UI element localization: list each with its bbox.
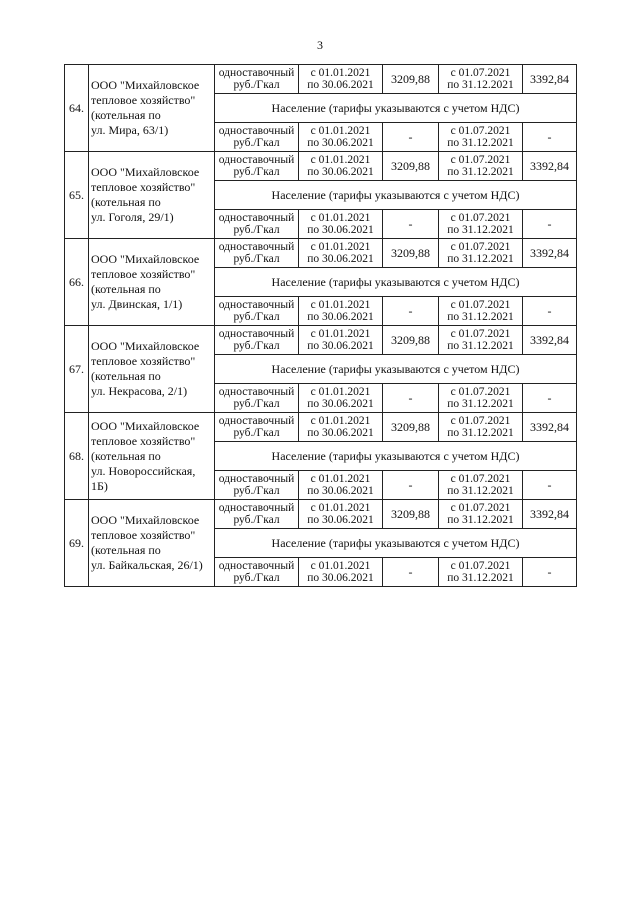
pop-period2-cell: с 01.07.2021 по 31.12.2021 xyxy=(439,558,523,587)
row-number: 64. xyxy=(65,65,89,152)
pop-price2-cell: - xyxy=(523,384,577,413)
page-number: 3 xyxy=(317,38,323,52)
period2-cell: с 01.07.2021 по 31.12.2021 xyxy=(439,500,523,529)
period2-cell: с 01.07.2021 по 31.12.2021 xyxy=(439,239,523,268)
pop-price2-cell: - xyxy=(523,123,577,152)
pop-tariff-kind-cell: одноставочный руб./Гкал xyxy=(215,384,299,413)
pop-period2-cell: с 01.07.2021 по 31.12.2021 xyxy=(439,123,523,152)
period2-cell: с 01.07.2021 по 31.12.2021 xyxy=(439,65,523,94)
pop-price2-cell: - xyxy=(523,558,577,587)
tariff-kind-cell: одноставочный руб./Гкал xyxy=(215,500,299,529)
organization-name: ООО "Михайловское тепловое хозяйство" (котельная по ул. Некрасова, 2/1) xyxy=(89,326,215,413)
population-note: Население (тарифы указываются с учетом НДС) xyxy=(215,268,577,297)
pop-tariff-kind-cell: одноставочный руб./Гкал xyxy=(215,471,299,500)
table-row xyxy=(65,239,577,268)
population-note: Население (тарифы указываются с учетом НДС) xyxy=(215,181,577,210)
population-note: Население (тарифы указываются с учетом НДС) xyxy=(215,94,577,123)
pop-period1-cell: с 01.01.2021 по 30.06.2021 xyxy=(299,384,383,413)
pop-price1-cell: - xyxy=(383,297,439,326)
price2-cell: 3392,84 xyxy=(523,152,577,181)
period1-cell: с 01.01.2021 по 30.06.2021 xyxy=(299,239,383,268)
population-note: Население (тарифы указываются с учетом НДС) xyxy=(215,529,577,558)
tariff-kind-cell: одноставочный руб./Гкал xyxy=(215,65,299,94)
pop-price2-cell: - xyxy=(523,297,577,326)
pop-tariff-kind-cell: одноставочный руб./Гкал xyxy=(215,123,299,152)
table-row xyxy=(65,500,577,529)
pop-period1-cell: с 01.01.2021 по 30.06.2021 xyxy=(299,210,383,239)
price1-cell: 3209,88 xyxy=(383,152,439,181)
pop-price1-cell: - xyxy=(383,210,439,239)
price1-cell: 3209,88 xyxy=(383,65,439,94)
pop-price2-cell: - xyxy=(523,471,577,500)
price2-cell: 3392,84 xyxy=(523,413,577,442)
tariff-kind-cell: одноставочный руб./Гкал xyxy=(215,326,299,355)
period2-cell: с 01.07.2021 по 31.12.2021 xyxy=(439,326,523,355)
organization-name: ООО "Михайловское тепловое хозяйство" (котельная по ул. Мира, 63/1) xyxy=(89,65,215,152)
organization-name: ООО "Михайловское тепловое хозяйство" (котельная по ул. Гоголя, 29/1) xyxy=(89,152,215,239)
pop-price1-cell: - xyxy=(383,123,439,152)
row-number: 68. xyxy=(65,413,89,500)
organization-name: ООО "Михайловское тепловое хозяйство" (котельная по ул. Байкальская, 26/1) xyxy=(89,500,215,587)
pop-price1-cell: - xyxy=(383,471,439,500)
population-note: Население (тарифы указываются с учетом НДС) xyxy=(215,355,577,384)
table-row xyxy=(65,65,577,94)
pop-period1-cell: с 01.01.2021 по 30.06.2021 xyxy=(299,297,383,326)
table-row xyxy=(65,326,577,355)
price2-cell: 3392,84 xyxy=(523,239,577,268)
pop-price1-cell: - xyxy=(383,384,439,413)
row-number: 66. xyxy=(65,239,89,326)
tariff-table xyxy=(64,64,577,587)
pop-tariff-kind-cell: одноставочный руб./Гкал xyxy=(215,210,299,239)
row-number: 69. xyxy=(65,500,89,587)
row-number: 65. xyxy=(65,152,89,239)
table-row xyxy=(65,413,577,442)
tariff-kind-cell: одноставочный руб./Гкал xyxy=(215,152,299,181)
tariff-kind-cell: одноставочный руб./Гкал xyxy=(215,413,299,442)
price2-cell: 3392,84 xyxy=(523,500,577,529)
pop-tariff-kind-cell: одноставочный руб./Гкал xyxy=(215,297,299,326)
organization-name: ООО "Михайловское тепловое хозяйство" (котельная по ул. Новороссийская, 1Б) xyxy=(89,413,215,500)
organization-name: ООО "Михайловское тепловое хозяйство" (котельная по ул. Двинская, 1/1) xyxy=(89,239,215,326)
pop-tariff-kind-cell: одноставочный руб./Гкал xyxy=(215,558,299,587)
period2-cell: с 01.07.2021 по 31.12.2021 xyxy=(439,413,523,442)
period1-cell: с 01.01.2021 по 30.06.2021 xyxy=(299,326,383,355)
table-row xyxy=(65,152,577,181)
row-number: 67. xyxy=(65,326,89,413)
pop-period2-cell: с 01.07.2021 по 31.12.2021 xyxy=(439,384,523,413)
period1-cell: с 01.01.2021 по 30.06.2021 xyxy=(299,152,383,181)
price2-cell: 3392,84 xyxy=(523,326,577,355)
pop-period1-cell: с 01.01.2021 по 30.06.2021 xyxy=(299,471,383,500)
pop-period1-cell: с 01.01.2021 по 30.06.2021 xyxy=(299,123,383,152)
pop-price2-cell: - xyxy=(523,210,577,239)
period1-cell: с 01.01.2021 по 30.06.2021 xyxy=(299,65,383,94)
price2-cell: 3392,84 xyxy=(523,65,577,94)
pop-period2-cell: с 01.07.2021 по 31.12.2021 xyxy=(439,210,523,239)
pop-period2-cell: с 01.07.2021 по 31.12.2021 xyxy=(439,297,523,326)
price1-cell: 3209,88 xyxy=(383,413,439,442)
tariff-kind-cell: одноставочный руб./Гкал xyxy=(215,239,299,268)
pop-price1-cell: - xyxy=(383,558,439,587)
pop-period2-cell: с 01.07.2021 по 31.12.2021 xyxy=(439,471,523,500)
price1-cell: 3209,88 xyxy=(383,239,439,268)
price1-cell: 3209,88 xyxy=(383,326,439,355)
period1-cell: с 01.01.2021 по 30.06.2021 xyxy=(299,413,383,442)
price1-cell: 3209,88 xyxy=(383,500,439,529)
pop-period1-cell: с 01.01.2021 по 30.06.2021 xyxy=(299,558,383,587)
period2-cell: с 01.07.2021 по 31.12.2021 xyxy=(439,152,523,181)
population-note: Население (тарифы указываются с учетом НДС) xyxy=(215,442,577,471)
period1-cell: с 01.01.2021 по 30.06.2021 xyxy=(299,500,383,529)
